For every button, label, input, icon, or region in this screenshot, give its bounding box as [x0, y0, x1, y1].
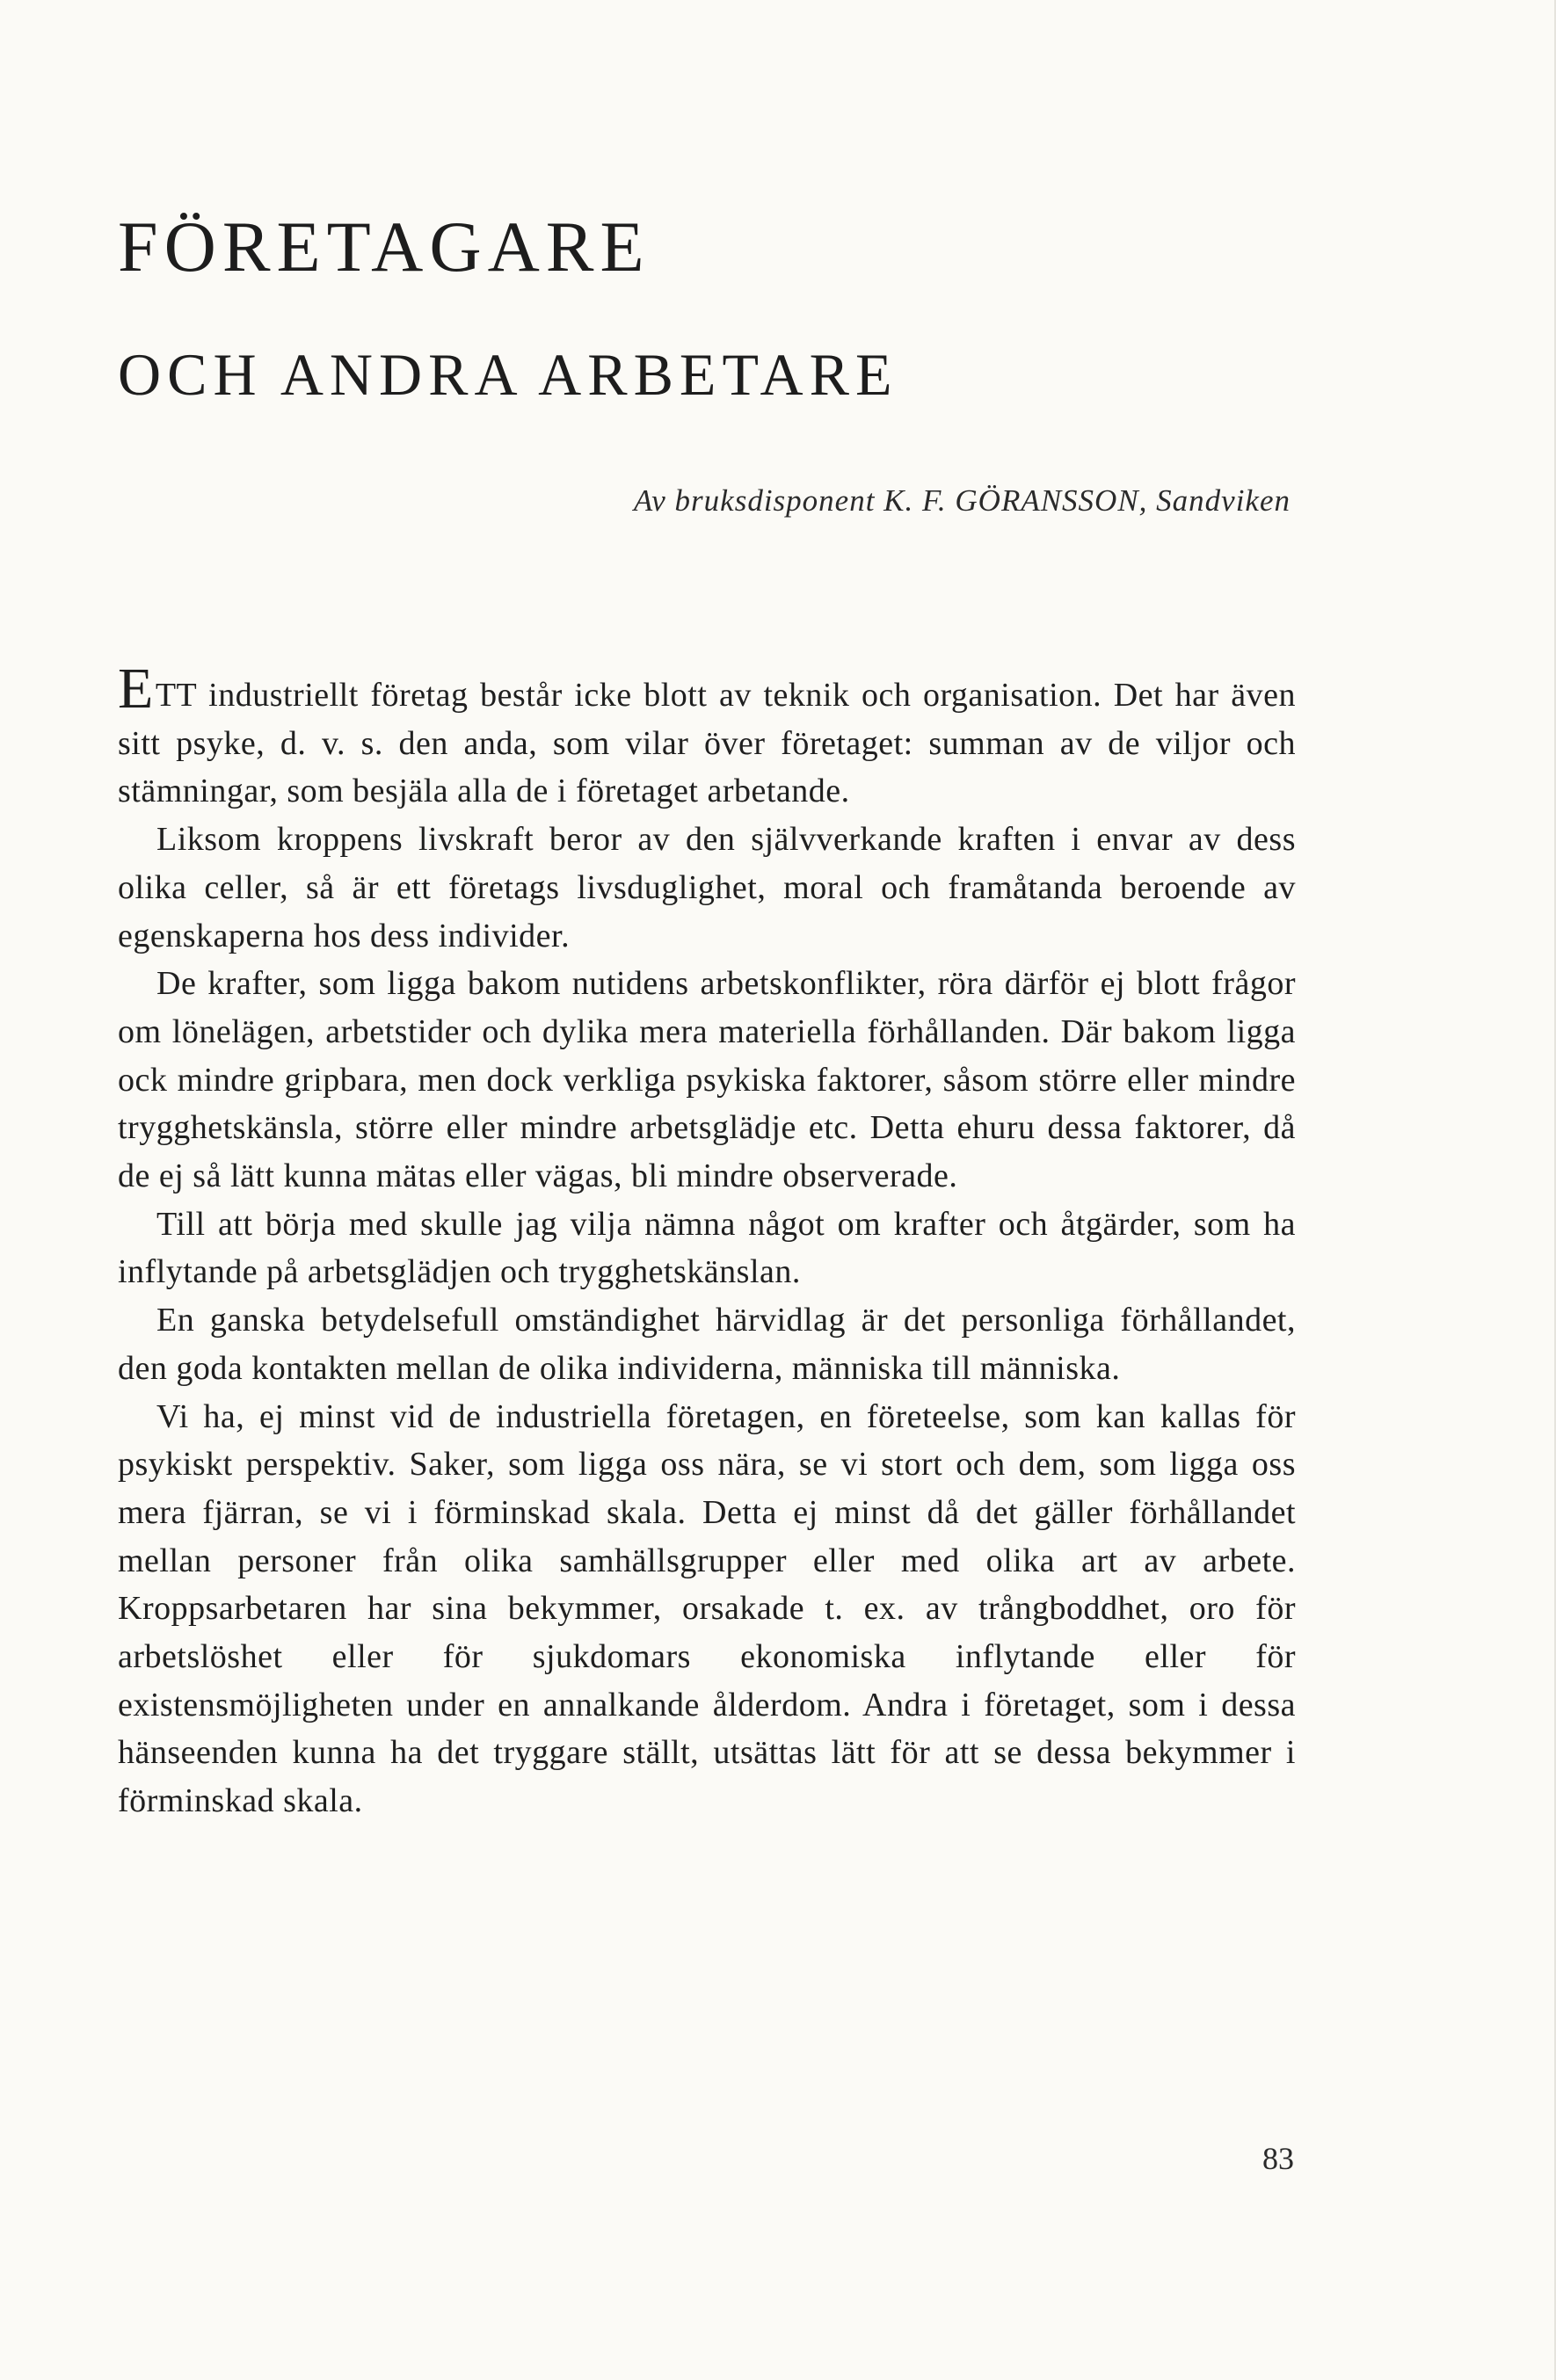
- drop-cap: E: [118, 657, 154, 721]
- paragraph-6: Vi ha, ej minst vid de industriella företagen, en företeelse, som kan kallas för psykiskt perspektiv. Saker, som ligga oss nära, se vi stort och dem, som ligga oss mera fjärran, se vi i förminskad skala. Detta ej minst då det gäller förhållandet mellan personer från olika samhällsgrupper eller med olika art av arbete. Kroppsarbetaren har sina bekymmer, orsakade t. ex. av trångboddhet, oro för arbetslöshet eller för sjukdomars ekonomiska inflytande eller för existensmöjligheten under en annalkande ålderdom. Andra i företaget, som i dessa hänseenden kunna ha det tryggare ställt, utsättas lätt för att se dessa bekymmer i förminskad skala.: [118, 1397, 1296, 1820]
- article-subtitle: OCH ANDRA ARBETARE: [118, 341, 898, 408]
- author-byline: Av bruksdisponent K. F. GÖRANSSON, Sandviken: [633, 483, 1291, 518]
- paragraph-5: En ganska betydelsefull omständighet härvidlag är det personliga förhållandet, den goda kontakten mellan de olika individerna, människa till människa.: [118, 1302, 1296, 1387]
- paragraph-4: Till att börja med skulle jag vilja nämna något om krafter och åtgärder, som ha inflytande på arbetsglädjen och trygghetskänslan.: [118, 1205, 1296, 1291]
- paragraph-3: De krafter, som ligga bakom nutidens arbetskonflikter, röra därför ej blott frågor om lönelägen, arbetstider och dylika mera materiella förhållanden. Där bakom ligga ock mindre gripbara, men dock verkliga psykiska faktorer, såsom större eller mindre trygghetskänsla, större eller mindre arbetsglädje etc. Detta ehuru dessa faktorer, då de ej så lätt kunna mätas eller vägas, bli mindre observerade.: [118, 965, 1296, 1195]
- paragraph-1-text: TT industriellt företag består icke blott av teknik och organisation. Det har även sitt psyke, d. v. s. den anda, som vilar över företaget: summan av de viljor och stämningar, som besjäla alla de i företaget arbetande.: [118, 677, 1296, 810]
- article-title: FÖRETAGARE: [118, 207, 651, 287]
- page-number: 83: [1262, 2141, 1294, 2176]
- article-body: [118, 657, 1296, 1825]
- paragraph-1: [118, 657, 1296, 816]
- paragraph-2: Liksom kroppens livskraft beror av den självverkande kraften i envar av dess olika celler, så är ett företags livsduglighet, moral och framåtanda beroende av egenskaperna hos dess individer.: [118, 821, 1296, 954]
